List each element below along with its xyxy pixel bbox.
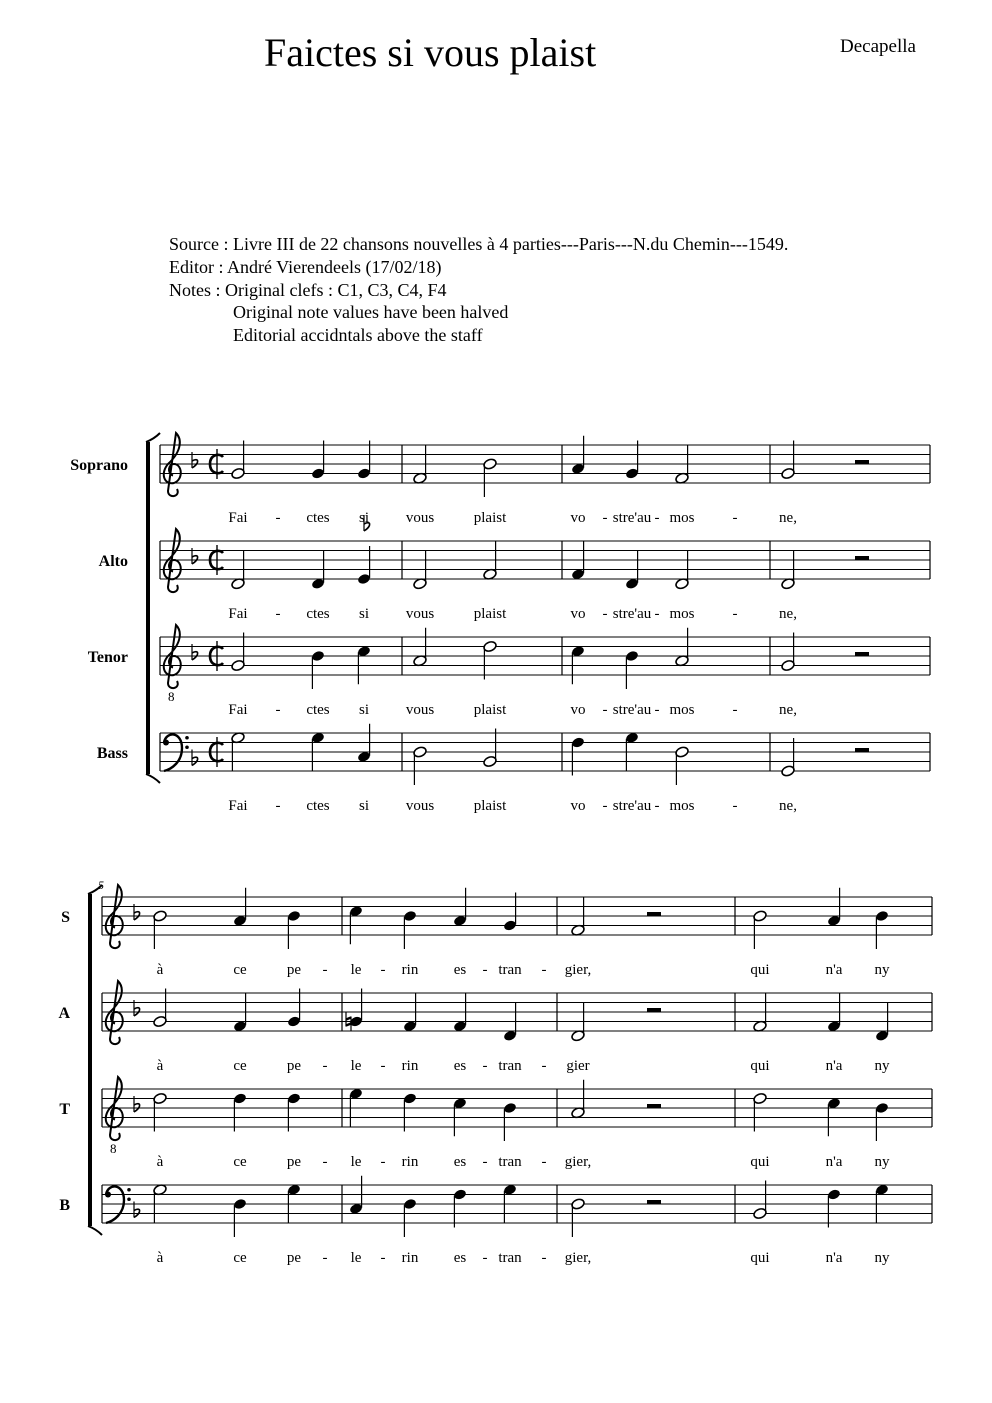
lyric-syllable: ny bbox=[874, 1250, 890, 1266]
quarter-note bbox=[287, 989, 301, 1028]
lyric-hyphen: - bbox=[541, 962, 547, 978]
lyric-hyphen: - bbox=[482, 1058, 488, 1074]
quarter-note bbox=[571, 736, 585, 775]
half-note bbox=[675, 551, 690, 590]
staff-s bbox=[61, 885, 932, 978]
lyric-syllable: Fai bbox=[228, 606, 248, 622]
lyric-syllable: ctes bbox=[306, 606, 330, 622]
lyric-syllable: ny bbox=[874, 962, 890, 978]
lyric-syllable: si bbox=[358, 510, 370, 526]
lyric-syllable: ne, bbox=[779, 702, 797, 718]
quarter-note bbox=[403, 993, 417, 1032]
quarter-note bbox=[875, 1184, 889, 1223]
lyric-hyphen: - bbox=[322, 1250, 328, 1266]
staff-alto bbox=[99, 515, 930, 622]
quarter-note bbox=[503, 1102, 517, 1141]
lyric-syllable: ctes bbox=[306, 702, 330, 718]
lyric-syllable: ce bbox=[233, 1058, 247, 1074]
source-line: Source : Livre III de 22 chansons nouvelles à 4 parties---Paris---N.du Chemin---1549. bbox=[169, 234, 789, 254]
staff-label: A bbox=[58, 1005, 70, 1022]
lyric-syllable: vo bbox=[570, 798, 586, 814]
lyric-syllable: es bbox=[453, 962, 467, 978]
quarter-note bbox=[287, 1184, 301, 1223]
half-note bbox=[753, 993, 768, 1032]
lyric-syllable: vo bbox=[570, 702, 586, 718]
quarter-note bbox=[827, 888, 841, 927]
lyric-syllable: tran bbox=[498, 1154, 522, 1170]
half-note bbox=[675, 445, 690, 484]
lyric-syllable: stre'au bbox=[612, 606, 652, 622]
quarter-note bbox=[403, 1198, 417, 1237]
quarter-note bbox=[311, 551, 325, 590]
lyric-syllable: ny bbox=[874, 1154, 890, 1170]
lyric-hyphen: - bbox=[275, 798, 281, 814]
half-rest bbox=[647, 912, 661, 916]
quarter-note bbox=[571, 541, 585, 580]
lyric-syllable: gier, bbox=[564, 1154, 592, 1170]
lyric-syllable: mos bbox=[669, 606, 695, 622]
half-rest bbox=[855, 556, 869, 560]
half-rest bbox=[647, 1008, 661, 1012]
lyric-hyphen: - bbox=[654, 798, 660, 814]
half-rest bbox=[647, 1104, 661, 1108]
notes-line: Editorial accidntals above the staff bbox=[233, 325, 483, 345]
lyric-hyphen: - bbox=[482, 1250, 488, 1266]
lyric-hyphen: - bbox=[602, 798, 608, 814]
lyric-syllable: rin bbox=[401, 1250, 419, 1266]
lyric-syllable: à bbox=[156, 962, 164, 978]
quarter-note bbox=[453, 1188, 467, 1227]
lyric-syllable: n'a bbox=[825, 1154, 843, 1170]
half-note bbox=[571, 1198, 586, 1237]
lyric-syllable: tran bbox=[498, 1058, 522, 1074]
staff-label: B bbox=[59, 1197, 70, 1214]
staff-label: Alto bbox=[98, 553, 128, 570]
lyric-syllable: qui bbox=[750, 1058, 770, 1074]
lyric-hyphen: - bbox=[732, 606, 738, 622]
lyric-hyphen: - bbox=[732, 798, 738, 814]
staff-b bbox=[59, 1176, 932, 1266]
measure-number: 5 bbox=[98, 878, 104, 892]
half-note bbox=[781, 551, 796, 590]
half-note bbox=[413, 746, 428, 785]
lyric-syllable: le bbox=[350, 1250, 362, 1266]
quarter-note bbox=[233, 1092, 247, 1131]
lyric-syllable: qui bbox=[750, 1250, 770, 1266]
lyric-syllable: ne, bbox=[779, 606, 797, 622]
lyric-syllable: ne, bbox=[779, 510, 797, 526]
staff-label: Bass bbox=[96, 745, 128, 762]
treble-clef-icon bbox=[106, 885, 123, 948]
quarter-note bbox=[571, 436, 585, 475]
quarter-note bbox=[403, 1092, 417, 1131]
quarter-note bbox=[311, 441, 325, 480]
treble-clef-icon bbox=[106, 981, 123, 1044]
lyric-syllable: mos bbox=[669, 702, 695, 718]
lyric-syllable: es bbox=[453, 1058, 467, 1074]
lyric-hyphen: - bbox=[322, 1058, 328, 1074]
staff-a bbox=[58, 981, 932, 1074]
lyric-syllable: gier, bbox=[564, 962, 592, 978]
lyric-syllable: qui bbox=[750, 1154, 770, 1170]
quarter-note bbox=[403, 910, 417, 949]
quarter-note bbox=[503, 893, 517, 932]
editor-line: Editor : André Vierendeels (17/02/18) bbox=[169, 257, 442, 277]
lyric-syllable: plaist bbox=[473, 510, 507, 526]
lyric-syllable: à bbox=[156, 1250, 164, 1266]
half-note bbox=[483, 541, 498, 580]
treble-clef-icon bbox=[164, 529, 181, 592]
half-rest bbox=[647, 1200, 661, 1204]
lyric-syllable: Fai bbox=[228, 510, 248, 526]
staff-bass bbox=[97, 724, 930, 814]
lyric-syllable: le bbox=[350, 1154, 362, 1170]
lyric-syllable: stre'au bbox=[612, 510, 652, 526]
lyric-syllable: n'a bbox=[825, 1058, 843, 1074]
half-note bbox=[753, 1092, 768, 1131]
staff-label: Tenor bbox=[87, 649, 128, 666]
lyric-syllable: vous bbox=[405, 798, 435, 814]
quarter-note bbox=[349, 1176, 363, 1215]
half-note bbox=[153, 910, 168, 949]
lyric-syllable: à bbox=[156, 1154, 164, 1170]
system-1 bbox=[70, 433, 930, 814]
half-note bbox=[231, 731, 246, 770]
lyric-syllable: vous bbox=[405, 510, 435, 526]
system-2 bbox=[58, 878, 932, 1266]
lyric-syllable: mos bbox=[669, 798, 695, 814]
lyric-hyphen: - bbox=[380, 1250, 386, 1266]
half-note bbox=[781, 441, 796, 480]
lyric-syllable: à bbox=[156, 1058, 164, 1074]
half-note bbox=[781, 738, 796, 777]
lyric-syllable: rin bbox=[401, 1058, 419, 1074]
composer-credit: Decapella bbox=[840, 36, 916, 57]
lyric-syllable: ce bbox=[233, 1250, 247, 1266]
lyric-syllable: plaist bbox=[473, 702, 507, 718]
lyric-syllable: vous bbox=[405, 702, 435, 718]
lyric-syllable: qui bbox=[750, 962, 770, 978]
lyric-syllable: ne, bbox=[779, 798, 797, 814]
lyric-syllable: stre'au bbox=[612, 798, 652, 814]
lyric-syllable: si bbox=[358, 606, 370, 622]
lyric-hyphen: - bbox=[482, 962, 488, 978]
lyric-syllable: stre'au bbox=[612, 702, 652, 718]
lyric-hyphen: - bbox=[654, 702, 660, 718]
notes-line: Original note values have been halved bbox=[233, 302, 509, 322]
page-title: Faictes si vous plaist bbox=[264, 30, 597, 75]
lyric-syllable: n'a bbox=[825, 962, 843, 978]
quarter-note bbox=[349, 905, 363, 944]
quarter-note bbox=[503, 1003, 517, 1042]
lyric-syllable: gier, bbox=[564, 1250, 592, 1266]
quarter-note bbox=[311, 650, 325, 689]
quarter-note bbox=[827, 1188, 841, 1227]
quarter-note bbox=[453, 993, 467, 1032]
lyric-hyphen: - bbox=[654, 510, 660, 526]
quarter-note bbox=[875, 1102, 889, 1141]
half-note bbox=[571, 897, 586, 936]
half-note bbox=[413, 445, 428, 484]
lyric-hyphen: - bbox=[380, 962, 386, 978]
quarter-note bbox=[625, 650, 639, 689]
half-note bbox=[231, 441, 246, 480]
lyric-syllable: plaist bbox=[473, 798, 507, 814]
half-note bbox=[781, 633, 796, 672]
lyric-syllable: Fai bbox=[228, 702, 248, 718]
quarter-note bbox=[349, 1088, 363, 1127]
staff-label: S bbox=[61, 909, 70, 926]
lyric-syllable: tran bbox=[498, 962, 522, 978]
lyric-syllable: rin bbox=[401, 1154, 419, 1170]
lyric-hyphen: - bbox=[602, 606, 608, 622]
lyric-syllable: Fai bbox=[228, 798, 248, 814]
half-note bbox=[753, 1181, 768, 1220]
lyric-syllable: vo bbox=[570, 606, 586, 622]
half-note bbox=[753, 910, 768, 949]
quarter-note bbox=[827, 993, 841, 1032]
quarter-note bbox=[827, 1097, 841, 1136]
lyric-hyphen: - bbox=[541, 1250, 547, 1266]
half-note bbox=[483, 640, 498, 679]
quarter-note bbox=[233, 888, 247, 927]
quarter-note bbox=[357, 724, 371, 763]
lyric-syllable: vous bbox=[405, 606, 435, 622]
half-note bbox=[231, 551, 246, 590]
lyric-syllable: si bbox=[358, 798, 370, 814]
quarter-note bbox=[625, 732, 639, 771]
half-rest bbox=[855, 460, 869, 464]
quarter-note bbox=[453, 888, 467, 927]
half-rest bbox=[855, 652, 869, 656]
lyric-syllable: es bbox=[453, 1154, 467, 1170]
lyric-hyphen: - bbox=[541, 1058, 547, 1074]
quarter-note bbox=[357, 645, 371, 684]
quarter-note bbox=[453, 1097, 467, 1136]
lyric-syllable: ce bbox=[233, 962, 247, 978]
lyric-syllable: pe bbox=[286, 1154, 302, 1170]
half-note bbox=[571, 1003, 586, 1042]
quarter-note bbox=[346, 989, 363, 1032]
lyric-syllable: ctes bbox=[306, 510, 330, 526]
lyric-hyphen: - bbox=[275, 606, 281, 622]
lyric-syllable: plaist bbox=[473, 606, 507, 622]
bass-clef-icon bbox=[105, 1186, 131, 1223]
octave-8-mark: 8 bbox=[110, 1141, 117, 1156]
half-note bbox=[483, 729, 498, 768]
half-note bbox=[675, 746, 690, 785]
half-rest bbox=[855, 748, 869, 752]
lyric-hyphen: - bbox=[380, 1058, 386, 1074]
half-note bbox=[483, 458, 498, 497]
lyric-syllable: vo bbox=[570, 510, 586, 526]
lyric-hyphen: - bbox=[380, 1154, 386, 1170]
lyric-syllable: pe bbox=[286, 1058, 302, 1074]
half-note bbox=[231, 633, 246, 672]
lyric-hyphen: - bbox=[322, 1154, 328, 1170]
quarter-note bbox=[287, 910, 301, 949]
lyric-syllable: mos bbox=[669, 510, 695, 526]
half-note bbox=[413, 628, 428, 667]
lyric-syllable: pe bbox=[286, 962, 302, 978]
treble-clef-icon bbox=[164, 433, 181, 496]
notes-line: Notes : Original clefs : C1, C3, C4, F4 bbox=[169, 280, 447, 300]
lyric-syllable: gier bbox=[566, 1058, 590, 1074]
quarter-note bbox=[357, 441, 371, 480]
staff-label: Soprano bbox=[70, 457, 128, 474]
lyric-syllable: tran bbox=[498, 1250, 522, 1266]
lyric-hyphen: - bbox=[275, 702, 281, 718]
half-note bbox=[153, 1092, 168, 1131]
lyric-syllable: le bbox=[350, 1058, 362, 1074]
lyric-hyphen: - bbox=[541, 1154, 547, 1170]
lyric-syllable: pe bbox=[286, 1250, 302, 1266]
staff-tenor bbox=[88, 625, 930, 718]
lyric-syllable: n'a bbox=[825, 1250, 843, 1266]
quarter-note bbox=[311, 732, 325, 771]
quarter-note bbox=[625, 441, 639, 480]
lyric-hyphen: - bbox=[732, 510, 738, 526]
lyric-syllable: es bbox=[453, 1250, 467, 1266]
quarter-note bbox=[233, 1198, 247, 1237]
lyric-syllable: ctes bbox=[306, 798, 330, 814]
lyric-hyphen: - bbox=[322, 962, 328, 978]
half-note bbox=[571, 1080, 586, 1119]
quarter-note bbox=[571, 645, 585, 684]
staff-label: T bbox=[59, 1101, 70, 1118]
lyric-hyphen: - bbox=[732, 702, 738, 718]
lyric-syllable: ny bbox=[874, 1058, 890, 1074]
half-note bbox=[153, 1183, 168, 1222]
quarter-note bbox=[503, 1184, 517, 1223]
bass-clef-icon bbox=[163, 734, 189, 771]
staff-t bbox=[59, 1077, 932, 1170]
lyric-hyphen: - bbox=[654, 606, 660, 622]
half-note bbox=[675, 628, 690, 667]
lyric-hyphen: - bbox=[602, 510, 608, 526]
staff-soprano bbox=[70, 433, 930, 526]
quarter-note bbox=[625, 551, 639, 590]
lyric-hyphen: - bbox=[602, 702, 608, 718]
lyric-hyphen: - bbox=[275, 510, 281, 526]
quarter-note bbox=[233, 993, 247, 1032]
lyric-syllable: ce bbox=[233, 1154, 247, 1170]
lyric-syllable: si bbox=[358, 702, 370, 718]
quarter-note bbox=[875, 910, 889, 949]
half-note bbox=[153, 989, 168, 1028]
lyric-hyphen: - bbox=[482, 1154, 488, 1170]
octave-8-mark: 8 bbox=[168, 689, 175, 704]
quarter-note bbox=[287, 1092, 301, 1131]
lyric-syllable: le bbox=[350, 962, 362, 978]
half-note bbox=[413, 551, 428, 590]
quarter-note bbox=[875, 1003, 889, 1042]
lyric-syllable: rin bbox=[401, 962, 419, 978]
